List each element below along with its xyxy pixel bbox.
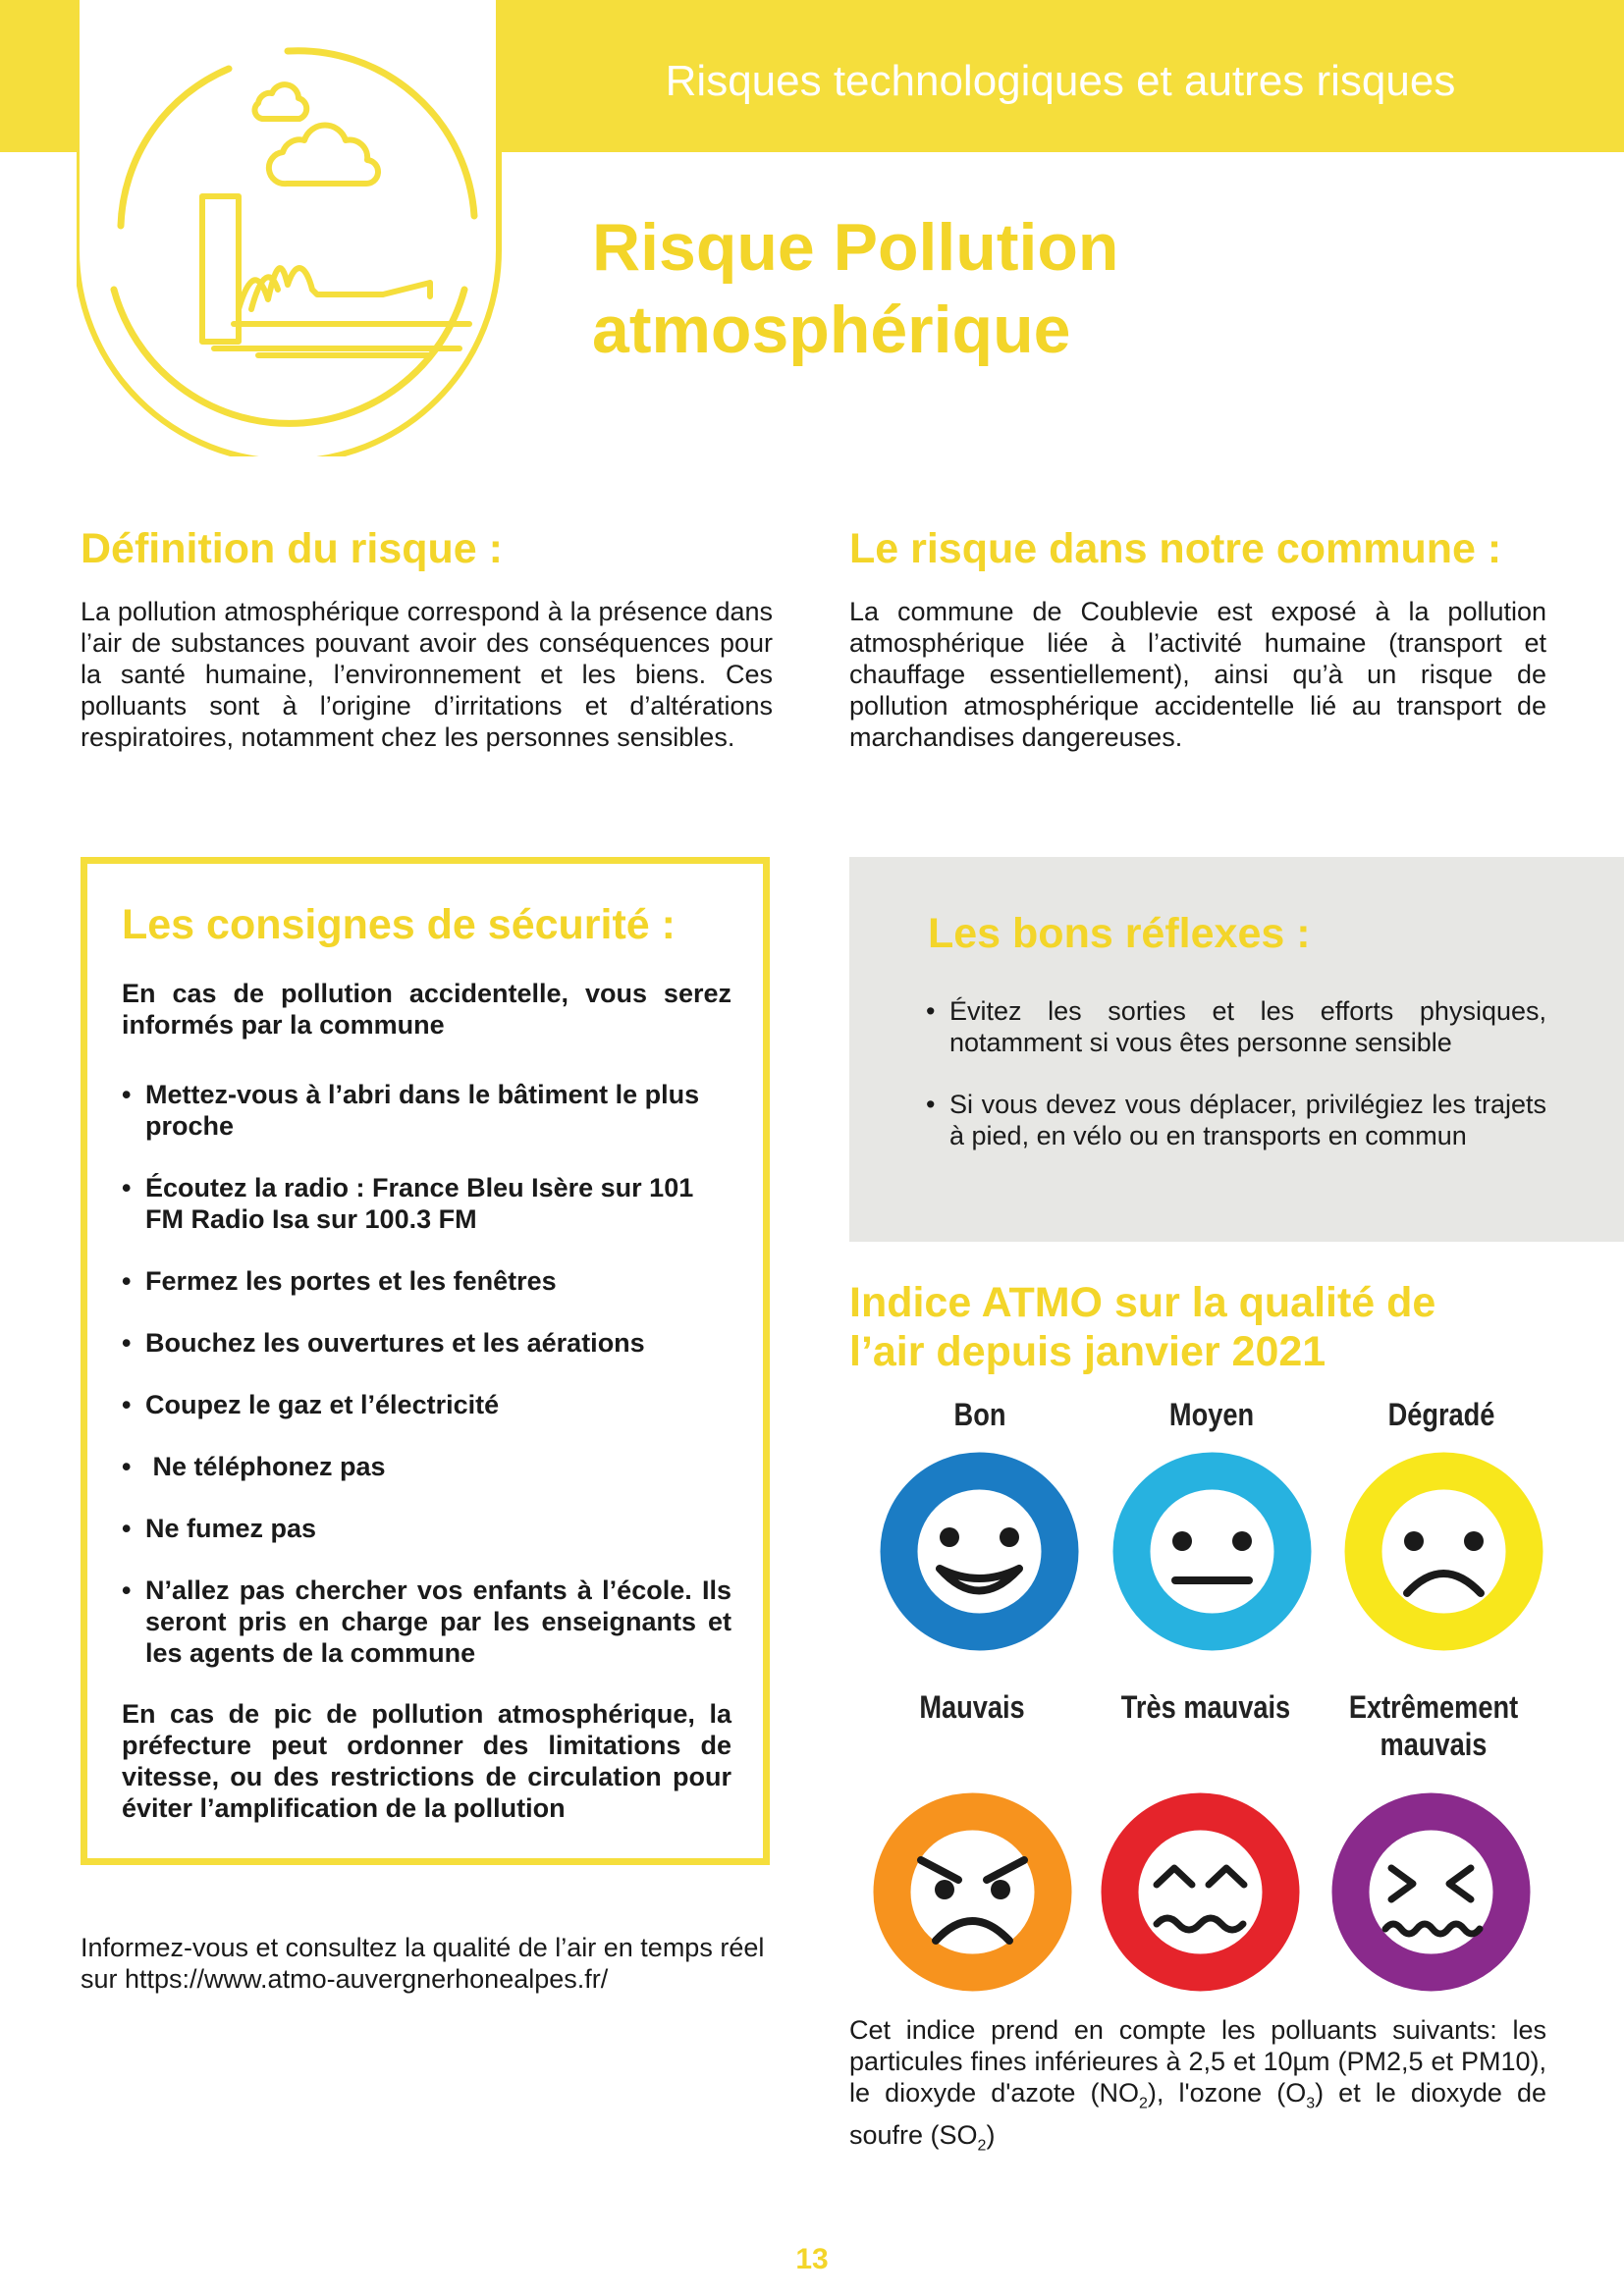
- title-line-1: Risque Pollution: [592, 210, 1119, 285]
- level-label-moyen: Moyen: [1168, 1397, 1255, 1432]
- list-item: • Ne fumez pas: [122, 1513, 731, 1544]
- consignes-outro: En cas de pic de pollution atmosphérique, la préfecture peut ordonner des limitations de vitesse, ou des restrictions de circulation pour éviter l’amplification de la pollution: [122, 1699, 731, 1823]
- atmo-note: [849, 2014, 1546, 2163]
- factory-pollution-icon: [77, 0, 518, 456]
- list-item: • Ne téléphonez pas: [122, 1451, 731, 1482]
- level-label-mauvais: Mauvais: [919, 1689, 1025, 1725]
- label-line-2: mauvais: [1380, 1727, 1488, 1762]
- level-label-bon: Bon: [953, 1397, 1006, 1432]
- sick-face-icon: [1100, 1791, 1301, 1993]
- list-item: • Mettez-vous à l’abri dans le bâtiment le plus proche: [122, 1079, 731, 1142]
- list-item: • Si vous devez vous déplacer, privilégiez les trajets à pied, en vélo ou en transports en commun: [926, 1089, 1546, 1151]
- consignes-list: [122, 1079, 731, 1699]
- atmo-title-line-2: l’air depuis janvier 2021: [849, 1328, 1326, 1375]
- neutral-face-icon: [1111, 1451, 1313, 1652]
- list-item: • N’allez pas chercher vos enfants à l’école. Ils seront pris en charge par les enseignants et les agents de la commune: [122, 1575, 731, 1669]
- note-part: Cet indice prend en compte les polluants suivants: les particules fines inférieures à 2,5 et 10µm (PM2,5 et PM10), le dioxyde d'azote (NO: [849, 2015, 1546, 2108]
- atmo-title-line-1: Indice ATMO sur la qualité de: [849, 1279, 1436, 1326]
- note-sub: 2: [977, 2137, 987, 2155]
- frowning-face-icon: [1343, 1451, 1544, 1652]
- level-label-degrade: Dégradé: [1387, 1397, 1495, 1432]
- note-part: ), l'ozone (O: [1147, 2078, 1307, 2108]
- reflexes-list: [926, 995, 1546, 1182]
- consignes-intro: En cas de pollution accidentelle, vous serez informés par la commune: [122, 979, 731, 1040]
- note-sub: 2: [1138, 2095, 1148, 2112]
- list-item: • Écoutez la radio : France Bleu Isère sur 101 FM Radio Isa sur 100.3 FM: [122, 1172, 731, 1235]
- commune-text: La commune de Coublevie est exposé à la pollution atmosphérique liée à l’activité humaine (transport et chauffage essentiellement), ainsi qu’à un risque de pollution atmosphérique accidentelle lié au transport de marchandises dangereuses.: [849, 597, 1546, 752]
- commune-heading: Le risque dans notre commune :: [849, 525, 1502, 572]
- list-item: • Coupez le gaz et l’électricité: [122, 1389, 731, 1420]
- note-part: ) et le dioxyde de soufre (SO: [849, 2078, 1546, 2151]
- smiling-face-icon: [879, 1451, 1080, 1652]
- list-item: • Évitez les sorties et les efforts physiques, notamment si vous êtes personne sensible: [926, 995, 1546, 1058]
- info-link-text: Informez-vous et consultez la qualité de l’air en temps réel sur https://www.atmo-auvergnerhonealpes.fr/: [81, 1933, 765, 1994]
- label-line-1: Extrêmement: [1348, 1689, 1519, 1725]
- distressed-face-icon: [1330, 1791, 1532, 1993]
- reflexes-heading: Les bons réflexes :: [928, 910, 1311, 957]
- page-title: [592, 206, 1118, 371]
- angry-face-icon: [872, 1791, 1073, 1993]
- atmo-title: [849, 1278, 1596, 1376]
- definition-text: La pollution atmosphérique correspond à la présence dans l’air de substances pouvant avoir des conséquences pour la santé humaine, l’environnement et les biens. Ces polluants sont à l’origine d’irritations et d’altérations respiratoires, notamment chez les personnes sensibles.: [81, 597, 773, 752]
- page-number: 13: [795, 2243, 829, 2275]
- definition-heading: Définition du risque :: [81, 525, 503, 572]
- level-label-tres-mauvais: Très mauvais: [1120, 1689, 1291, 1725]
- list-item: • Fermez les portes et les fenêtres: [122, 1265, 731, 1297]
- note-sub: 3: [1306, 2095, 1316, 2112]
- level-label-extremement-mauvais: [1342, 1688, 1526, 1763]
- note-part: ): [986, 2120, 996, 2151]
- category-title: Risques technologiques et autres risques: [665, 57, 1456, 105]
- list-item: • Bouchez les ouvertures et les aérations: [122, 1327, 731, 1359]
- title-line-2: atmosphérique: [592, 293, 1071, 367]
- consignes-heading: Les consignes de sécurité :: [122, 901, 676, 948]
